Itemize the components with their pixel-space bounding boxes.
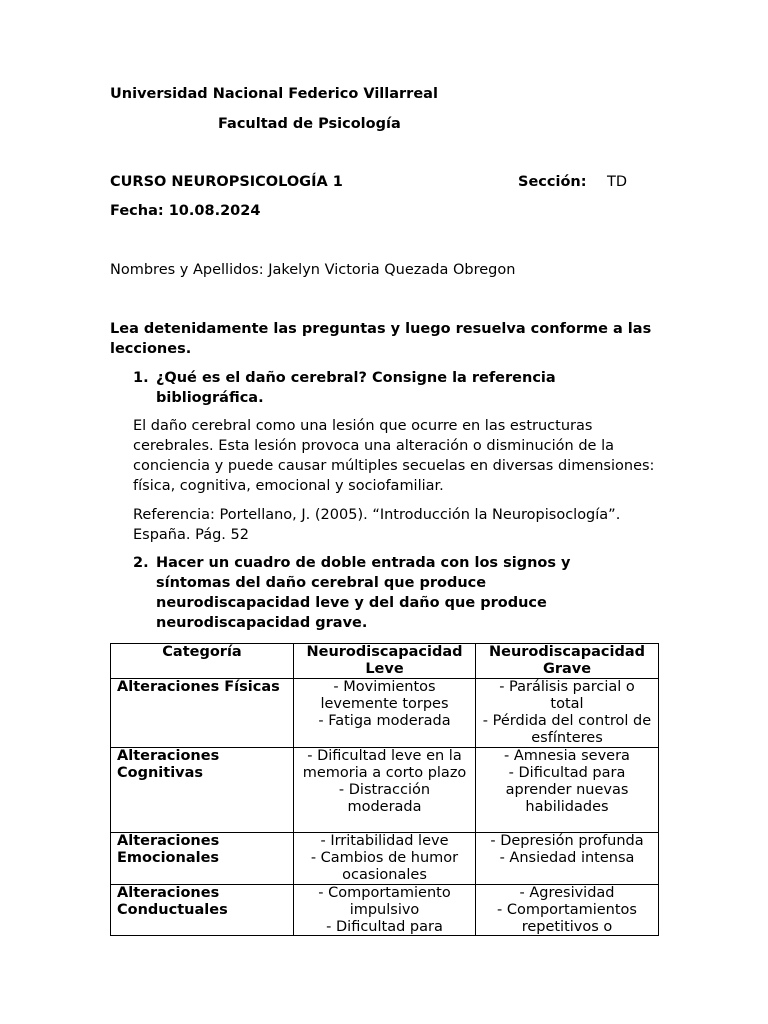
leve-cell: [294, 679, 476, 748]
leve-cell-content: [300, 885, 469, 935]
grave-item: - Amnesia severa: [504, 748, 630, 764]
question-1-answer: El daño cerebral como una lesión que ocurre en las estructuras cerebrales. Esta lesión provoca una alteración o disminución de la conciencia y puede causar múltiples secuelas en diversas dimensiones: física, cognitiva, emocional y sociofamiliar.: [133, 418, 655, 494]
header-category: Categoría: [111, 644, 294, 679]
leve-cell: [294, 833, 476, 885]
grave-item: - Comportamientos repetitivos o: [497, 902, 637, 935]
table-row: [111, 833, 659, 885]
question-1-text: ¿Qué es el daño cerebral? Consigne la referencia bibliográfica.: [156, 370, 556, 406]
row-category: Alteraciones Conductuales: [111, 885, 294, 936]
grave-cell: [476, 885, 659, 936]
table-header-row: [111, 644, 659, 679]
leve-item: - Distracción moderada: [338, 782, 431, 815]
grave-cell-content: [482, 885, 652, 935]
section-label: Sección:: [518, 174, 587, 190]
leve-item: - Movimientos levemente torpes: [320, 679, 449, 712]
grave-cell: [476, 833, 659, 885]
leve-item: - Dificultad leve en la memoria a corto plazo: [302, 748, 467, 781]
leve-item: - Comportamiento impulsivo: [318, 885, 451, 918]
question-1-reference: Referencia: Portellano, J. (2005). “Introducción la Neuropisoclogía”. España. Pág. 52: [133, 507, 621, 543]
grave-item: - Parálisis parcial o total: [499, 679, 635, 712]
table-row: [111, 748, 659, 833]
leve-cell: [294, 748, 476, 833]
header-leve: Neurodiscapacidad Leve: [294, 644, 476, 679]
university-name: Universidad Nacional Federico Villarreal: [110, 86, 438, 102]
leve-item: - Dificultad para: [326, 919, 443, 935]
leve-item: - Fatiga moderada: [318, 713, 451, 729]
signs-symptoms-table: [110, 643, 659, 936]
leve-item: - Cambios de humor ocasionales: [310, 850, 459, 883]
row-category: Alteraciones Físicas: [111, 679, 294, 748]
question-2-text: Hacer un cuadro de doble entrada con los signos y síntomas del daño cerebral que produce neurodiscapacidad leve y del daño que produce neurodiscapacidad grave.: [156, 555, 571, 631]
row-category: Alteraciones Emocionales: [111, 833, 294, 885]
course-label: CURSO NEUROPSICOLOGÍA 1: [110, 174, 343, 190]
section-value: TD: [607, 174, 628, 190]
grave-item: - Ansiedad intensa: [499, 850, 635, 866]
grave-item: - Depresión profunda: [490, 833, 644, 849]
header-grave: Neurodiscapacidad Grave: [476, 644, 659, 679]
grave-item: - Pérdida del control de esfínteres: [482, 713, 652, 746]
leve-item: - Irritabilidad leve: [320, 833, 449, 849]
grave-item: - Dificultad para aprender nuevas habilidades: [505, 765, 629, 815]
instructions: Lea detenidamente las preguntas y luego resuelva conforme a las lecciones.: [110, 321, 652, 357]
faculty-name: Facultad de Psicología: [218, 116, 401, 132]
table-row: [111, 885, 659, 936]
grave-cell: [476, 748, 659, 833]
row-category: Alteraciones Cognitivas: [111, 748, 294, 833]
student-name-line: Nombres y Apellidos: Jakelyn Victoria Quezada Obregon: [110, 262, 516, 278]
table-row: [111, 679, 659, 748]
question-1-number: 1.: [133, 370, 149, 386]
leve-cell: [294, 885, 476, 936]
grave-item: - Agresividad: [519, 885, 615, 901]
grave-cell: [476, 679, 659, 748]
question-2-number: 2.: [133, 555, 149, 571]
date-label: Fecha: 10.08.2024: [110, 203, 261, 219]
